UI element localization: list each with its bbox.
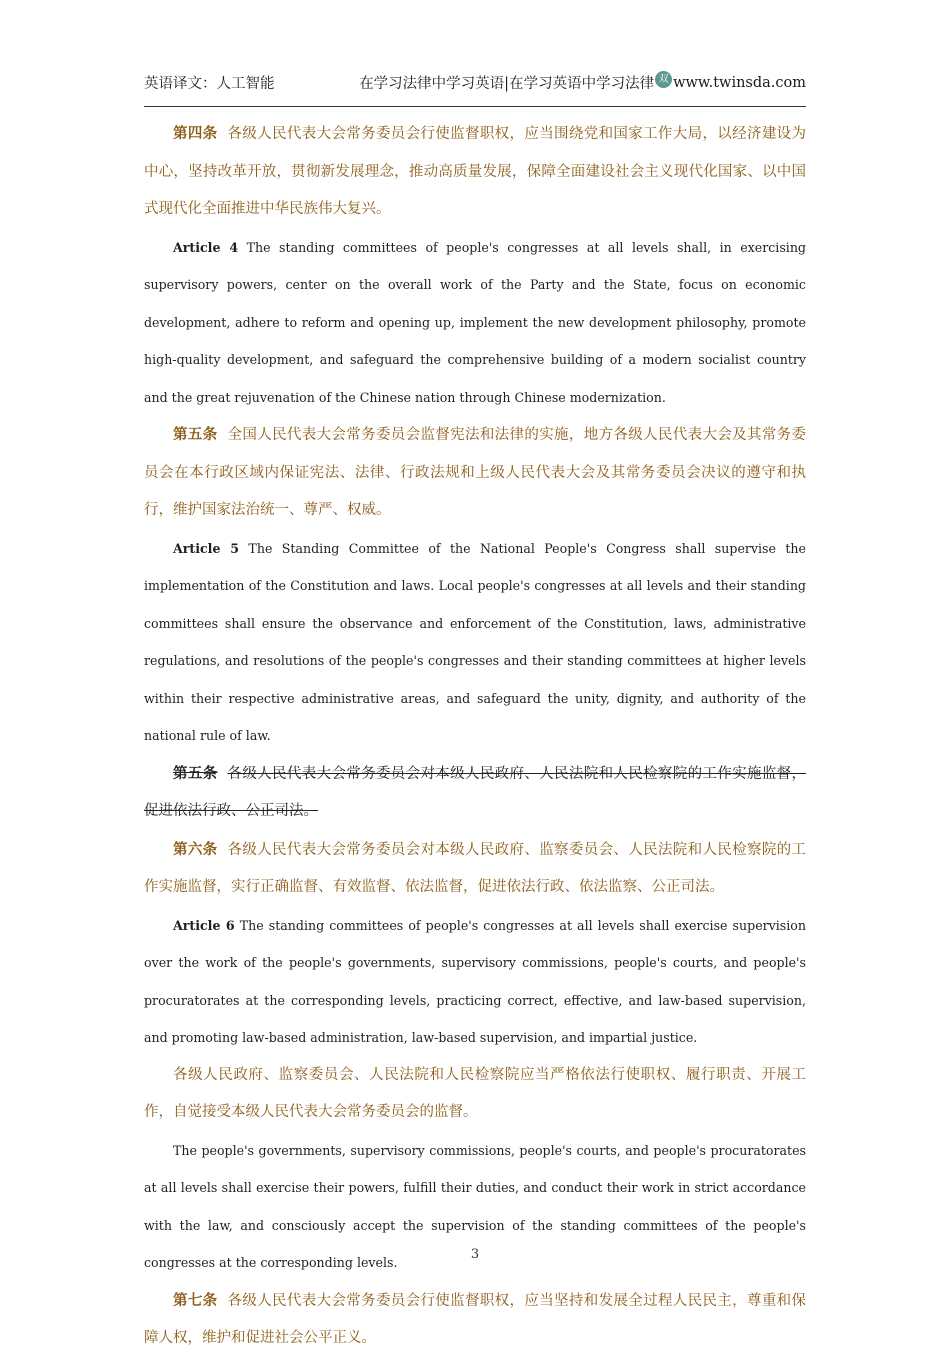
page-header bbox=[144, 72, 806, 96]
article-4-en: Article 4 The standing committees of people's congresses at all levels shall, in exercising supervisory powers, center on the overall work of the Party and the State, focus on economic development, adhere to reform and opening up, implement the new development philosophy, promote high-quality development, and safeguard the comprehensive building of a modern socialist country and the great rejuvenation of the Chinese nation through Chinese modernization. bbox=[144, 239, 806, 405]
article-6-para2-en: The people's governments, supervisory commissions, people's courts, and people's procuratorates at all levels shall exercise their powers, fulfill their duties, and conduct their work in strict accordance with the law, and consciously accept the supervision of the standing committees of the people's congresses at the corresponding levels. bbox=[144, 1142, 806, 1270]
header-slogan bbox=[359, 72, 806, 93]
article-label: 第四条 bbox=[173, 125, 218, 142]
article-label: Article 4 bbox=[173, 239, 239, 255]
article-5-old-struck: 第五条 各级人民代表大会常务委员会对本级人民政府、人民法院和人民检察院的工作实施监督，促进依法行政、公正司法。 bbox=[144, 764, 807, 819]
article-label: 第五条 bbox=[173, 426, 218, 443]
article-label: 第七条 bbox=[173, 1291, 218, 1309]
article-label: 第六条 bbox=[173, 840, 218, 858]
article-label: Article 5 bbox=[173, 540, 240, 556]
header-divider bbox=[144, 106, 806, 107]
article-5-zh: 第五条 全国人民代表大会常务委员会监督宪法和法律的实施，地方各级人民代表大会及其常务委员会在本行政区域内保证宪法、法律、行政法规和上级人民代表大会及其常务委员会决议的遵守和执行，维护国家法治统一、尊严、权威。 bbox=[144, 426, 807, 518]
header-slogan-text: 在学习法律中学习英语|在学习英语中学习法律 bbox=[359, 76, 655, 92]
header-title: 英语译文：人工智能 bbox=[144, 76, 275, 92]
article-4-zh: 第四条 各级人民代表大会常务委员会行使监督职权，应当围绕党和国家工作大局，以经济建设为中心，坚持改革开放，贯彻新发展理念，推动高质量发展，保障全面建设社会主义现代化国家、以中国式现代化全面推进中华民族伟大复兴。 bbox=[144, 125, 807, 217]
article-label: Article 6 bbox=[173, 917, 235, 933]
article-5-en: Article 5 The Standing Committee of the National People's Congress shall supervise the implementation of the Constitution and laws. Local people's congresses at all levels and their standing committees shall ensure the observance and enforcement of the Constitution, laws, administrative regulations, and resolutions of the people's congresses and their standing committees at higher levels within their respective administrative areas, and safeguard the unity, dignity, and authority of the national rule of law. bbox=[144, 540, 806, 743]
article-7-zh: 第七条 各级人民代表大会常务委员会行使监督职权，应当坚持和发展全过程人民民主，尊重和保障人权，维护和促进社会公平正义。 bbox=[144, 1291, 807, 1346]
page-number: 3 bbox=[470, 1247, 480, 1262]
header-site-link[interactable]: www.twinsda.com bbox=[673, 74, 806, 91]
article-label: 第五条 bbox=[173, 764, 218, 782]
article-6-para2-zh: 各级人民政府、监察委员会、人民法院和人民检察院应当严格依法行使职权、履行职责、开展工作，自觉接受本级人民代表大会常务委员会的监督。 bbox=[144, 1066, 806, 1120]
article-6-en: Article 6 The standing committees of people's congresses at all levels shall exercise supervision over the work of the people's governments, supervisory commissions, people's courts, and people's procuratorates at the corresponding levels, practicing correct, effective, and law-based supervision, and promoting law-based administration, law-based supervision, and impartial justice. bbox=[144, 917, 806, 1045]
article-6-zh: 第六条 各级人民代表大会常务委员会对本级人民政府、监察委员会、人民法院和人民检察院的工作实施监督，实行正确监督、有效监督、依法监督，促进依法行政、依法监察、公正司法。 bbox=[144, 840, 807, 895]
twinsda-logo-icon: 双 bbox=[655, 71, 672, 88]
document-body bbox=[144, 115, 806, 1358]
